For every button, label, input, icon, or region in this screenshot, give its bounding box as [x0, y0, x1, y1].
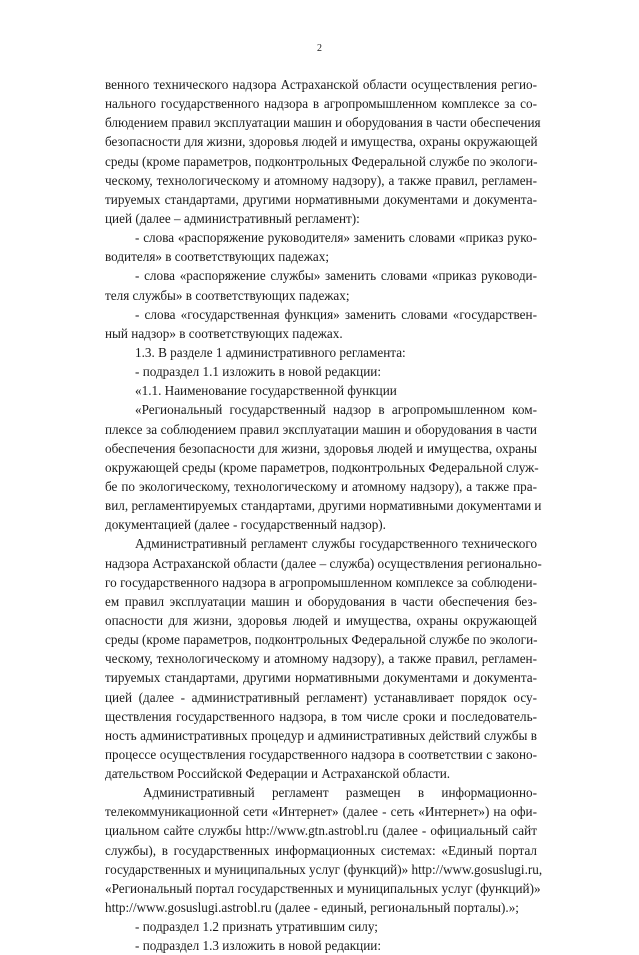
text-line: ность административных процедур и административных действий службы в [105, 727, 537, 743]
text-line: - подраздел 1.1 изложить в новой редакции: [135, 364, 382, 380]
text-line: Административный регламент размещен в информационно- [143, 785, 537, 801]
text-line: теля службы» в соответствующих падежах; [105, 287, 350, 303]
text-line: опасности для жизни, здоровья людей и имущества, охраны окружающей [105, 612, 537, 628]
text-line: безопасности для жизни, здоровья людей и имущества, охраны окружающей [105, 134, 538, 150]
text-line: ем правил эксплуатации машин и оборудования в части обеспечения без- [105, 593, 537, 609]
text-line: http://www.gosuslugi.astrobl.ru (далее - единый, региональный порталы).»; [105, 900, 519, 916]
text-line: циальном сайте службы http://www.gtn.astrobl.ru (далее - официальный сайт [105, 823, 537, 839]
text-line: документацией (далее - государственный надзор). [105, 517, 386, 533]
text-line: - слова «распоряжение руководителя» заменить словами «приказ руко- [135, 230, 537, 246]
text-line: среды (кроме параметров, подконтрольных Федеральной службе по экологи- [105, 153, 538, 169]
text-line: Административный регламент службы государственного технического [135, 536, 537, 552]
document-body [105, 75, 543, 955]
text-line: окружающей среды (кроме параметров, подконтрольных Федеральной служ- [105, 459, 539, 475]
text-line: блюдением правил эксплуатации машин и оборудования в части обеспечения [105, 115, 541, 131]
text-line: «1.1. Наименование государственной функции [135, 383, 397, 399]
text-line: «Региональный портал государственных и муниципальных услуг (функций)» [105, 880, 541, 896]
text-line: цией (далее – административный регламент): [105, 210, 360, 226]
text-line: ческому, технологическому и атомному надзору), а также правил, регламен- [105, 651, 537, 667]
text-line: дательством Российской Федерации и Астраханской области. [105, 766, 451, 782]
text-line: бе по экологическому, технологическому и атомному надзору), а также пра- [105, 478, 537, 494]
text-line: 1.3. В разделе 1 административного регламента: [135, 344, 406, 360]
text-line: цией (далее - административный регламент) устанавливает порядок осу- [105, 689, 537, 705]
text-line: «Региональный государственный надзор в агропромышленном ком- [135, 402, 537, 418]
text-line: - слова «государственная функция» заменить словами «государствен- [135, 306, 537, 322]
page-number: 2 [317, 43, 322, 54]
text-line: венного технического надзора Астраханской области осуществления регио- [105, 77, 537, 92]
text-line: среды (кроме параметров, подконтрольных Федеральной службе по экологи- [105, 632, 538, 648]
text-line: - подраздел 1.3 изложить в новой редакции: [135, 938, 382, 954]
text-line: тируемых стандартами, другими нормативными документами и документа- [105, 670, 537, 686]
text-line: вил, регламентируемых стандартами, другими нормативными документами и [105, 498, 542, 514]
text-line: - подраздел 1.2 признать утратившим силу; [135, 919, 378, 935]
text-line: водителя» в соответствующих падежах; [105, 249, 329, 265]
text-line: тируемых стандартами, другими нормативными документами и документа- [105, 191, 537, 207]
text-line: го государственного надзора в агропромышленном комплексе за соблюдени- [105, 574, 537, 590]
text-line: - слова «распоряжение службы» заменить словами «приказ руководи- [135, 268, 537, 284]
text-line: нального государственного надзора в агропромышленном комплексе за со- [105, 96, 537, 112]
text-line: надзора Астраханской области (далее – служба) осуществления регионально- [105, 555, 542, 571]
text-line: ный надзор» в соответствующих падежах. [105, 325, 343, 341]
text-line: государственных и муниципальных услуг (функций)» http://www.gosuslugi.ru, [105, 861, 543, 877]
text-line: плексе за соблюдением правил эксплуатации машин и оборудования в части [105, 421, 537, 437]
text-line: телекоммуникационной сети «Интернет» (далее - сеть «Интернет») на офи- [105, 804, 537, 820]
text-line: ческому, технологическому и атомному надзору), а также правил, регламен- [105, 172, 537, 188]
text-line: обеспечения безопасности для жизни, здоровья людей и имущества, охраны [105, 440, 537, 456]
text-line: службы), в государственных информационных системах: «Единый портал [105, 842, 537, 858]
text-line: ществления государственного надзора, в том числе сроки и последователь- [105, 708, 537, 724]
text-line: процессе осуществления государственного надзора в соответствии с законо- [105, 746, 537, 762]
